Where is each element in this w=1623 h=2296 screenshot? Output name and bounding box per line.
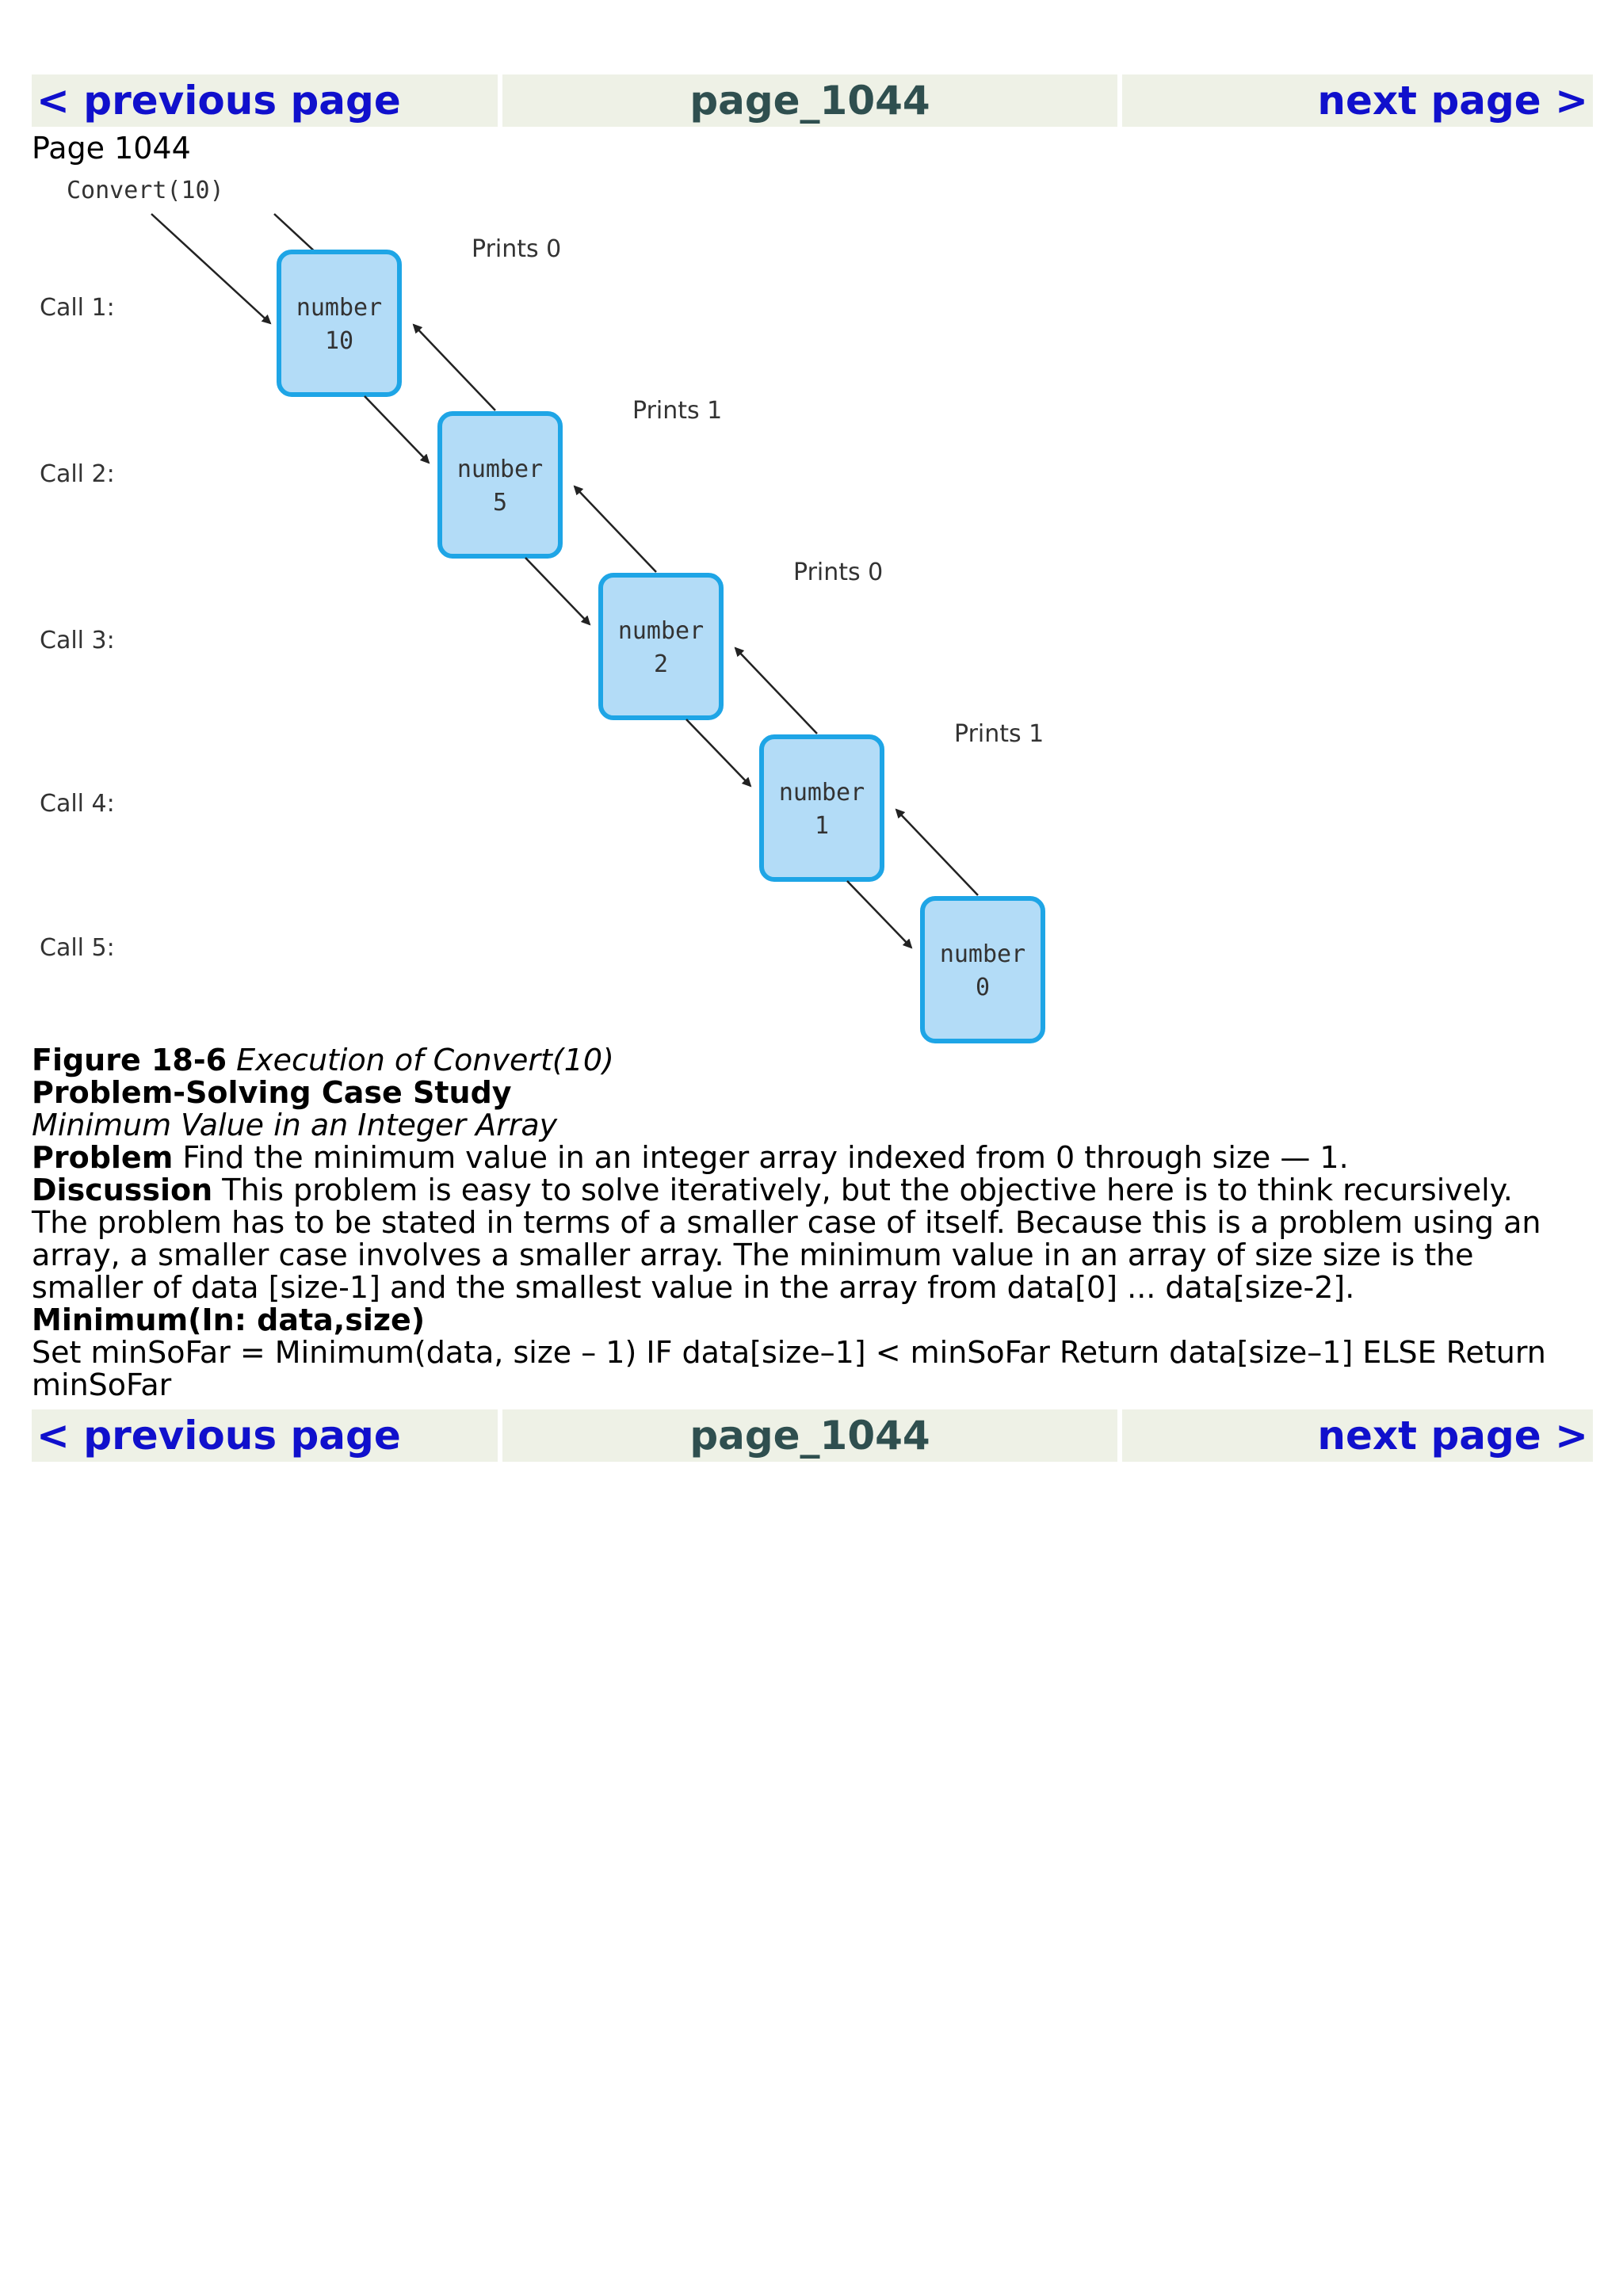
problem-label: Problem: [32, 1140, 174, 1175]
box-value-4: 1: [814, 812, 830, 840]
prev-cell-bottom: [32, 1409, 498, 1462]
caption-title: Execution of Convert(10): [236, 1043, 614, 1077]
discussion-text: This problem is easy to solve iteratively, but the objective here is to think recursively. The problem has to be stated in terms of a smaller case of itself. Because this is a problem using an array, a smaller case involves a smaller array. The minimum value in an array of size size is the smaller of data [size-1] and the smallest value in the array from data[0] ... data[size-2].: [32, 1173, 1541, 1305]
call-arrow-5: [847, 881, 911, 948]
call-label-5: Call 5:: [40, 934, 115, 962]
return-arrow-1: [414, 325, 495, 410]
box-variable-label-1: number: [296, 294, 383, 322]
page-content: [32, 74, 1593, 1462]
problem-text: Find the minimum value in an integer array indexed from 0 through size — 1.: [182, 1140, 1349, 1175]
previous-page-link-bottom[interactable]: < previous page: [36, 1413, 401, 1459]
call-label-4: Call 4:: [40, 790, 115, 818]
convert-diagram: [29, 165, 1059, 1044]
number-box-3: [601, 575, 721, 718]
recursion-figure: [29, 165, 1059, 1044]
prev-cell: [32, 74, 498, 127]
number-box-2: [440, 414, 560, 556]
call-label-3: Call 3:: [40, 627, 115, 654]
next-page-link[interactable]: next page >: [1317, 78, 1588, 124]
call-label-2: Call 2:: [40, 460, 115, 488]
algorithm-text: Set minSoFar = Minimum(data, size – 1) IF data[size–1] < minSoFar Return data[size–1] ELSE Return minSoFar: [32, 1335, 1546, 1402]
box-value-3: 2: [653, 650, 669, 678]
box-variable-label-4: number: [778, 779, 865, 807]
prints-label-2: Prints 1: [632, 397, 723, 425]
page-number-label: Page 1044: [32, 131, 191, 166]
discussion-label: Discussion: [32, 1173, 213, 1207]
case-study-subtitle: Minimum Value in an Integer Array: [32, 1108, 558, 1142]
case-study-title: Problem-Solving Case Study: [32, 1075, 512, 1110]
return-arrow-2: [575, 486, 656, 572]
prints-label-1: Prints 0: [472, 235, 562, 263]
call-arrow-1: [151, 214, 270, 323]
number-box-4: [762, 737, 882, 879]
page-indicator-bottom: page_1044: [502, 1409, 1117, 1462]
discussion-paragraph: [32, 1174, 1561, 1304]
return-arrow-3: [735, 648, 817, 734]
next-cell: [1122, 74, 1593, 127]
prints-label-4: Prints 1: [954, 720, 1044, 748]
return-arrow-4: [896, 810, 978, 895]
bottom-navigation-bar: [32, 1409, 1593, 1462]
number-box-5: [922, 898, 1043, 1041]
algorithm-heading: Minimum(In: data,size): [32, 1302, 426, 1337]
call-arrow-4: [686, 719, 750, 786]
box-variable-label-5: number: [939, 940, 1026, 968]
convert-call-label: Convert(10): [67, 177, 224, 204]
next-cell-bottom: [1122, 1409, 1593, 1462]
figure-caption: [32, 1044, 1561, 1077]
box-value-1: 10: [324, 327, 354, 355]
next-page-link-bottom[interactable]: next page >: [1317, 1413, 1588, 1459]
call-arrow-3: [525, 558, 590, 624]
box-variable-label-3: number: [617, 617, 705, 645]
page-indicator: page_1044: [502, 74, 1117, 127]
prints-label-3: Prints 0: [793, 559, 884, 586]
box-value-5: 0: [975, 974, 991, 1001]
call-arrow-2: [365, 396, 429, 463]
previous-page-link[interactable]: < previous page: [36, 78, 401, 124]
top-navigation-bar: [32, 74, 1593, 127]
call-label-1: Call 1:: [40, 294, 115, 322]
caption-number: Figure 18-6: [32, 1043, 227, 1077]
box-value-2: 5: [492, 489, 508, 517]
problem-paragraph: [32, 1142, 1561, 1174]
number-box-1: [279, 252, 399, 395]
box-variable-label-2: number: [456, 456, 544, 483]
